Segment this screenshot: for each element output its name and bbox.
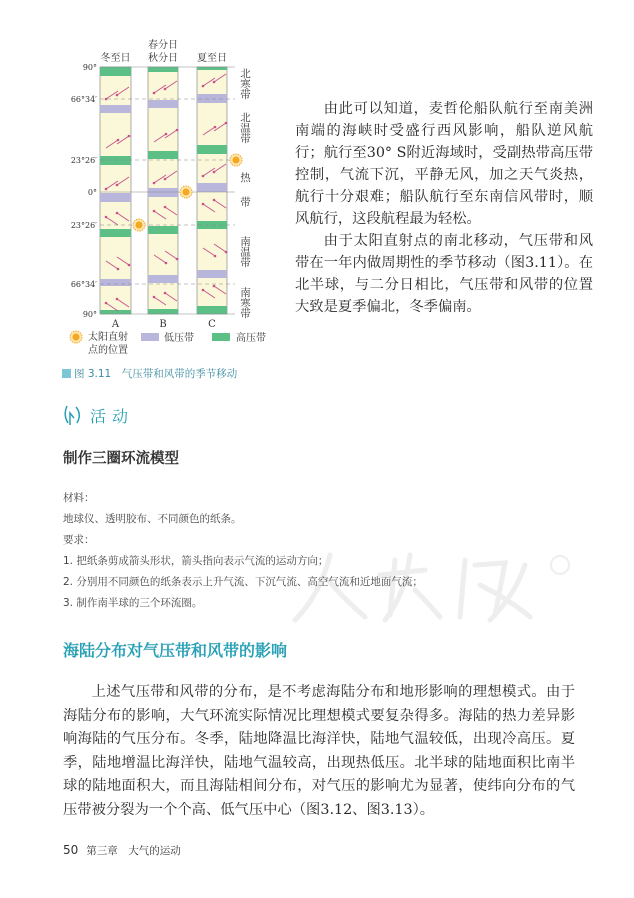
activity-line: 2. 分别用不同颜色的纸条表示上升气流、下沉气流、高空气流和近地面气流； bbox=[63, 576, 423, 588]
wind-arrowhead bbox=[164, 88, 167, 91]
wind-arrowhead bbox=[213, 199, 216, 202]
activity-line: 1. 把纸条剪成箭头形状，箭头指向表示气流的运动方向； bbox=[63, 555, 329, 567]
wind-arrowhead bbox=[202, 289, 205, 292]
zone-label-south-temperate: 南温带 bbox=[239, 236, 251, 268]
wind-arrowhead bbox=[214, 126, 217, 129]
wind-arrowhead bbox=[105, 188, 108, 191]
wind-arrowhead bbox=[128, 135, 131, 138]
wind-arrowhead bbox=[117, 139, 120, 142]
high-pressure-belt bbox=[100, 229, 131, 237]
wind-arrowhead bbox=[176, 129, 179, 132]
low-pressure-belt bbox=[197, 270, 227, 278]
activity-header bbox=[62, 403, 134, 427]
wind-arrowhead bbox=[128, 264, 131, 267]
figure-caption bbox=[62, 366, 237, 381]
low-pressure-belt bbox=[100, 279, 131, 286]
page-number: 50 bbox=[63, 843, 79, 857]
wind-arrowhead bbox=[202, 85, 205, 88]
column-header: 冬至日 bbox=[100, 53, 131, 64]
activity-title: 制作三圈环流模型 bbox=[63, 451, 179, 467]
caption-number: 图 3.11 bbox=[74, 368, 112, 380]
wind-arrowhead bbox=[165, 133, 168, 136]
latitude-label: 23°26′ bbox=[70, 156, 97, 165]
low-pressure-belt bbox=[197, 94, 227, 103]
page-footer bbox=[63, 843, 181, 858]
wind-arrowhead bbox=[117, 268, 120, 271]
column-letter: A bbox=[111, 319, 120, 330]
caption-text: 气压带和风带的季节移动 bbox=[121, 368, 238, 380]
wind-arrowhead bbox=[153, 296, 156, 299]
high-pressure-belt bbox=[100, 67, 131, 76]
wind-arrowhead bbox=[105, 98, 108, 101]
wind-arrowhead bbox=[202, 175, 205, 178]
wind-arrowhead bbox=[164, 206, 167, 209]
latitude-label: 90° bbox=[82, 63, 97, 72]
high-pressure-belt bbox=[148, 226, 178, 234]
section-title: 海陆分布对气压带和风带的影响 bbox=[63, 641, 288, 660]
low-pressure-belt bbox=[197, 183, 227, 192]
wind-arrowhead bbox=[153, 182, 156, 185]
paragraph: 由此可以知道，麦哲伦船队航行至南美洲南端的海峡时受盛行西风影响，船队逆风航行；航行至30° S附近海域时，受副热带高压带控制，气流下沉，平静无风，加之天气炎热，航行十分艰难；船队航行至东南信风带时，顺风航行，这段航程最为轻松。 bbox=[295, 101, 593, 227]
activity-content bbox=[63, 488, 423, 614]
column-header: 秋分日 bbox=[148, 53, 178, 64]
high-pressure-belt bbox=[148, 151, 178, 159]
activity-line: 地球仪、透明胶布、不同颜色的纸条。 bbox=[63, 513, 242, 525]
activity-line: 3. 制作南半球的三个环流圈。 bbox=[63, 597, 203, 609]
wind-arrowhead bbox=[164, 292, 167, 295]
wind-arrowhead bbox=[164, 178, 167, 181]
zone-label-north-frigid: 北寒带 bbox=[239, 68, 251, 100]
legend-sun-label-2: 点的位置 bbox=[88, 345, 128, 356]
wind-arrowhead bbox=[116, 184, 119, 187]
wind-arrowhead bbox=[225, 251, 228, 254]
legend-sun-label: 太阳直射 bbox=[88, 332, 128, 343]
low-pressure-belt bbox=[148, 188, 178, 197]
high-pressure-belt bbox=[148, 67, 178, 72]
activity-icon bbox=[62, 403, 84, 427]
wind-arrowhead bbox=[153, 210, 156, 213]
high-pressure-belt bbox=[197, 145, 227, 154]
column-header: 春分日 bbox=[148, 40, 178, 51]
wind-arrowhead bbox=[105, 302, 108, 305]
wind-arrowhead bbox=[213, 285, 216, 288]
column-letter: B bbox=[159, 319, 167, 330]
paragraph: 由于太阳直射点的南北移动，气压带和风带在一年内做周期性的季节移动（图3.11）。在北半球，与二分日相比，气压带和风带的位置大致是夏季偏北，冬季偏南。 bbox=[295, 233, 593, 315]
latitude-label: 23°26′ bbox=[70, 221, 97, 230]
sun-icon-core bbox=[73, 334, 80, 341]
activity-line: 要求： bbox=[63, 534, 95, 546]
wind-arrowhead bbox=[116, 212, 119, 215]
low-pressure-belt bbox=[100, 193, 131, 202]
low-pressure-belt bbox=[100, 105, 131, 113]
wind-arrowhead bbox=[116, 94, 119, 97]
right-text bbox=[295, 98, 593, 318]
chapter-title: 第三章 大气的运动 bbox=[86, 845, 181, 857]
wind-arrowhead bbox=[153, 92, 156, 95]
column-background bbox=[100, 67, 131, 314]
activity-label: 活动 bbox=[90, 406, 135, 426]
activity-line: 材料： bbox=[63, 492, 95, 504]
paragraph: 上述气压带和风带的分布，是不考虑海陆分布和地形影响的理想模式。由于海陆分布的影响，大气环流实际情况比理想模式要复杂得多。海陆的热力差异影响海陆的气压分布。冬季，陆地降温比海洋快，陆地气温较低，出现冷高压。夏季，陆地增温比海洋快，陆地气温较高，出现热低压。北半球的陆地面积比南半球的陆地面积大，而且海陆相间分布，对气压的影响尤为显著，使纬向分布的气压带被分裂为一个个高、低气压中心（图3.12、图3.13）。 bbox=[63, 684, 575, 818]
high-pressure-belt bbox=[148, 309, 178, 314]
section-body bbox=[63, 681, 575, 823]
high-pressure-belt bbox=[100, 156, 131, 165]
latitude-label: 66°34′ bbox=[70, 280, 97, 289]
wind-arrowhead bbox=[176, 258, 179, 261]
zone-label-north-temperate: 北温带 bbox=[239, 112, 251, 144]
zone-label-south-frigid: 南寒带 bbox=[239, 287, 251, 319]
wind-arrowhead bbox=[214, 255, 217, 258]
wind-arrowhead bbox=[202, 203, 205, 206]
wind-arrowhead bbox=[105, 216, 108, 219]
wind-arrowhead bbox=[165, 262, 168, 265]
sun-icon-core bbox=[136, 222, 143, 229]
sun-icon-core bbox=[183, 189, 190, 196]
sun-icon-core bbox=[233, 157, 240, 164]
latitude-label: 90° bbox=[82, 310, 97, 319]
wind-arrowhead bbox=[116, 298, 119, 301]
column-letter: C bbox=[208, 319, 216, 330]
wind-arrowhead bbox=[213, 171, 216, 174]
column-header: 夏至日 bbox=[197, 53, 227, 64]
zone-label-tropical: 热带 bbox=[239, 172, 251, 221]
latitude-label: 0° bbox=[87, 188, 97, 197]
high-pressure-belt bbox=[100, 310, 131, 314]
low-pressure-belt bbox=[148, 275, 178, 283]
legend-low-label: 低压带 bbox=[164, 333, 194, 344]
legend-high-swatch bbox=[212, 333, 230, 341]
low-pressure-belt bbox=[148, 100, 178, 108]
wind-arrowhead bbox=[225, 122, 228, 125]
wind-arrowhead bbox=[213, 81, 216, 84]
legend-low-swatch bbox=[141, 333, 159, 341]
legend-high-label: 高压带 bbox=[236, 333, 266, 344]
latitude-label: 66°34′ bbox=[70, 95, 97, 104]
high-pressure-belt bbox=[197, 306, 227, 314]
high-pressure-belt bbox=[197, 67, 227, 70]
